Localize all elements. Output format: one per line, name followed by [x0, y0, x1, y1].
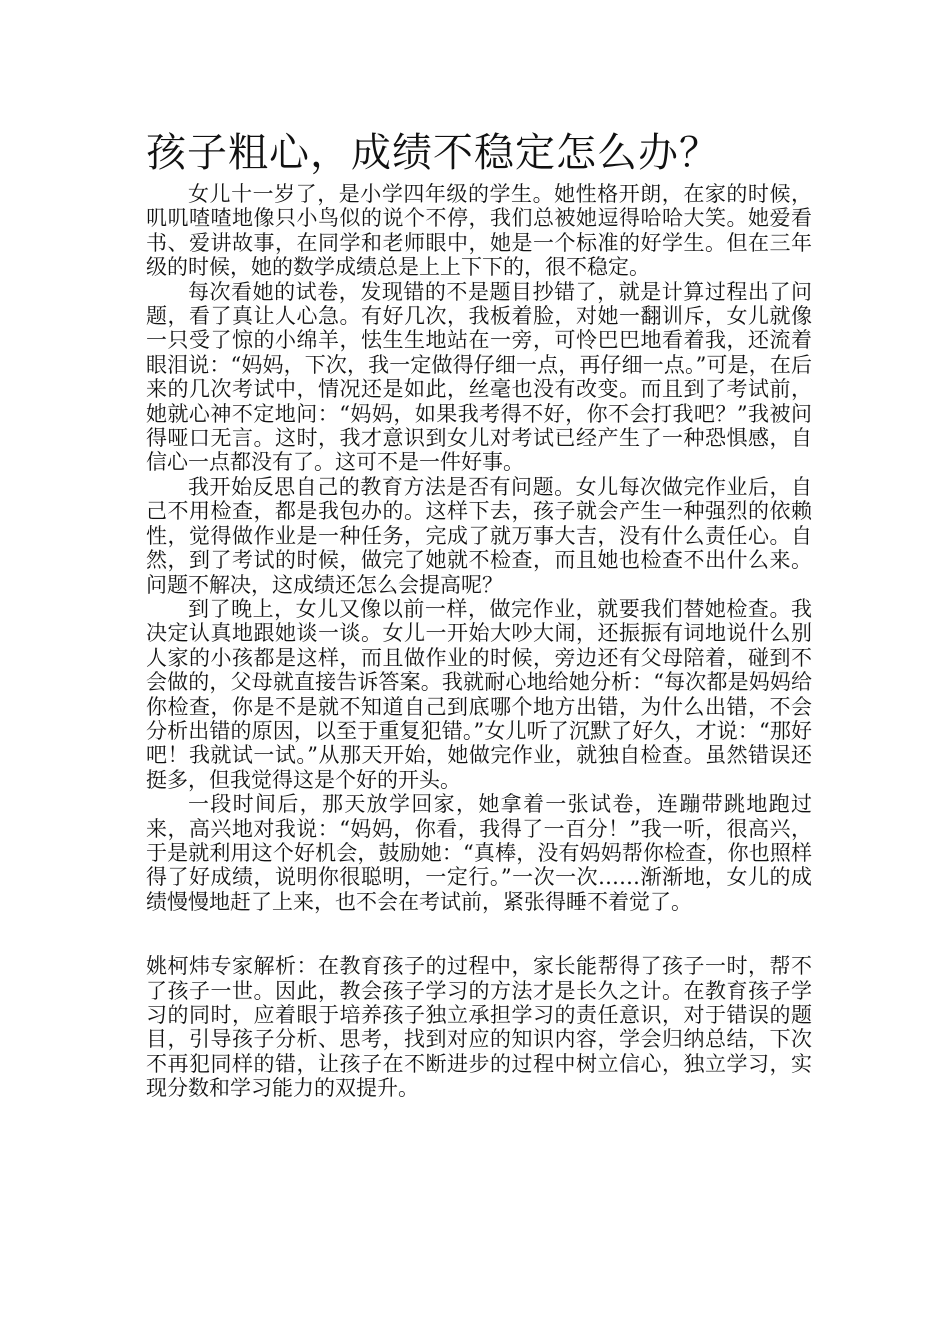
article-paragraph-2: 每次看她的试卷，发现错的不是题目抄错了，就是计算过程出了问题，看了真让人心急。有好几次，我板着脸，对她一翻训斥，女儿就像一只受了惊的小绵羊，怯生生地站在一旁，可怜巴巴地看着我，还流着眼泪说：“妈妈，下次，我一定做得仔细一点，再仔细一点。”可是，在后来的几次考试中，情况还是如此，丝毫也没有改变。而且到了考试前，她就心神不定地问：“妈妈，如果我考得不好，你不会打我吧？”我被问得哑口无言。这时，我才意识到女儿对考试已经产生了一种恐惧感，自信心一点都没有了。这可不是一件好事。 [146, 279, 812, 475]
expert-analysis: 姚柯炜专家解析：在教育孩子的过程中，家长能帮得了孩子一时，帮不了孩子一世。因此，教会孩子学习的方法才是长久之计。在教育孩子学习的同时，应着眼于培养孩子独立承担学习的责任意识，对于错误的题目，引导孩子分析、思考，找到对应的知识内容，学会归纳总结，下次不再犯同样的错，让孩子在不断进步的过程中树立信心，独立学习，实现分数和学习能力的双提升。 [146, 954, 812, 1101]
document-page [146, 128, 812, 1101]
article-paragraph-3: 我开始反思自己的教育方法是否有问题。女儿每次做完作业后，自己不用检查，都是我包办的。这样下去，孩子就会产生一种强烈的依赖性，觉得做作业是一种任务，完成了就万事大吉，没有什么责任心。自然，到了考试的时候，做完了她就不检查，而且她也检查不出什么来。问题不解决，这成绩还怎么会提高呢？ [146, 474, 812, 597]
article-paragraph-4: 到了晚上，女儿又像以前一样，做完作业，就要我们替她检查。我决定认真地跟她谈一谈。女儿一开始大吵大闹，还振振有词地说什么别人家的小孩都是这样，而且做作业的时候，旁边还有父母陪着，碰到不会做的，父母就直接告诉答案。我就耐心地给她分析：“每次都是妈妈给你检查，你是不是就不知道自己到底哪个地方出错，为什么出错，不会分析出错的原因，以至于重复犯错。”女儿听了沉默了好久，才说：“那好吧！我就试一试。”从那天开始，她做完作业，就独自检查。虽然错误还挺多，但我觉得这是个好的开头。 [146, 596, 812, 792]
article-paragraph-1: 女儿十一岁了，是小学四年级的学生。她性格开朗，在家的时候，叽叽喳喳地像只小鸟似的说个不停，我们总被她逗得哈哈大笑。她爱看书、爱讲故事，在同学和老师眼中，她是一个标准的好学生。但在三年级的时候，她的数学成绩总是上上下下的，很不稳定。 [146, 182, 812, 280]
article-title: 孩子粗心，成绩不稳定怎么办？ [146, 130, 720, 176]
article-paragraph-5: 一段时间后，那天放学回家，她拿着一张试卷，连蹦带跳地跑过来，高兴地对我说：“妈妈，你看，我得了一百分！”我一听，很高兴，于是就利用这个好机会，鼓励她：“真棒，没有妈妈帮你检查，你也照样得了好成绩，说明你很聪明，一定行。”一次一次……渐渐地，女儿的成绩慢慢地赶了上来，也不会在考试前，紧张得睡不着觉了。 [146, 792, 812, 914]
section-spacer [146, 914, 812, 954]
